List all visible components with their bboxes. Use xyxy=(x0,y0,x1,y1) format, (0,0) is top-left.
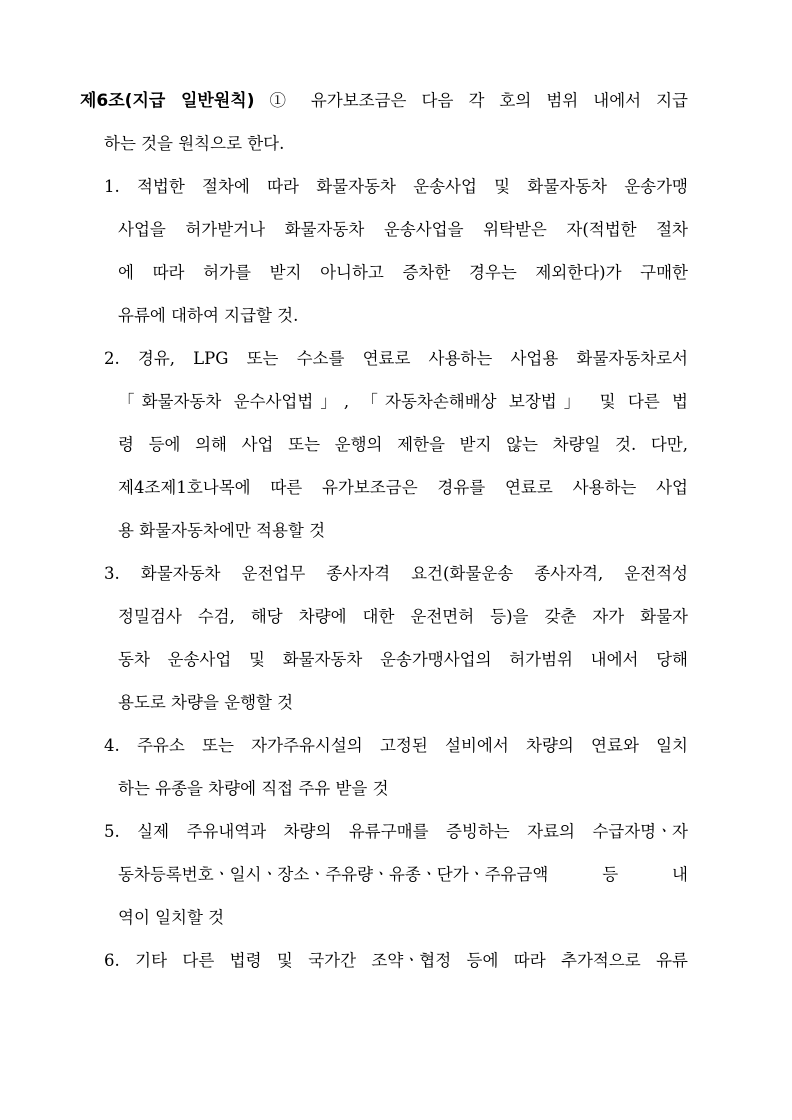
item-5-line-3: 역이 일치할 것 xyxy=(118,908,225,927)
item-2-line-1: 2. 경유, LPG 또는 수소를 연료로 사용하는 사업용 화물자동차로서 xyxy=(104,349,688,368)
item-2-line-2: 「화물자동차 운수사업법」, 「자동차손해배상 보장법」 및 다른 법 xyxy=(118,392,688,411)
article-heading: 제6조(지급 일반원칙) xyxy=(80,91,255,111)
item-1-line-4: 유류에 대하여 지급할 것. xyxy=(118,306,299,325)
item-1-line-1: 1. 적법한 절차에 따라 화물자동차 운송사업 및 화물자동차 운송가맹 xyxy=(104,177,688,196)
article-para1-line1: ① 유가보조금은 다음 각 호의 범위 내에서 지급 xyxy=(269,91,688,110)
item-3-line-1: 3. 화물자동차 운전업무 종사자격 요건(화물운송 종사자격, 운전적성 xyxy=(104,564,688,583)
item-3-line-2: 정밀검사 수검, 해당 차량에 대한 운전면허 등)을 갖춘 자가 화물자 xyxy=(118,607,688,626)
item-4-line-2: 하는 유종을 차량에 직접 주유 받을 것 xyxy=(118,779,389,798)
item-2-line-3: 령 등에 의해 사업 또는 운행의 제한을 받지 않는 차량일 것. 다만, xyxy=(118,435,688,454)
item-6-line-1: 6. 기타 다른 법령 및 국가간 조약ㆍ협정 등에 따라 추가적으로 유류 xyxy=(104,951,688,970)
item-2-line-4: 제4조제1호나목에 따른 유가보조금은 경유를 연료로 사용하는 사업 xyxy=(118,478,688,497)
item-5-line-1: 5. 실제 주유내역과 차량의 유류구매를 증빙하는 자료의 수급자명ㆍ자 xyxy=(104,822,688,841)
item-3-line-3: 동차 운송사업 및 화물자동차 운송가맹사업의 허가범위 내에서 당해 xyxy=(118,650,688,669)
item-4-line-1: 4. 주유소 또는 자가주유시설의 고정된 설비에서 차량의 연료와 일치 xyxy=(104,736,688,755)
item-1-line-2: 사업을 허가받거나 화물자동차 운송사업을 위탁받은 자(적법한 절차 xyxy=(118,220,688,239)
item-5-line-2: 동차등록번호ㆍ일시ㆍ장소ㆍ주유량ㆍ유종ㆍ단가ㆍ주유금액 등 내 xyxy=(118,865,688,884)
item-1-line-3: 에 따라 허가를 받지 아니하고 증차한 경우는 제외한다)가 구매한 xyxy=(118,263,688,282)
article-first-line xyxy=(80,89,688,113)
article-para1-line2: 하는 것을 원칙으로 한다. xyxy=(104,134,285,153)
item-2-line-5: 용 화물자동차에만 적용할 것 xyxy=(118,521,326,540)
item-3-line-4: 용도로 차량을 운행할 것 xyxy=(118,693,294,712)
